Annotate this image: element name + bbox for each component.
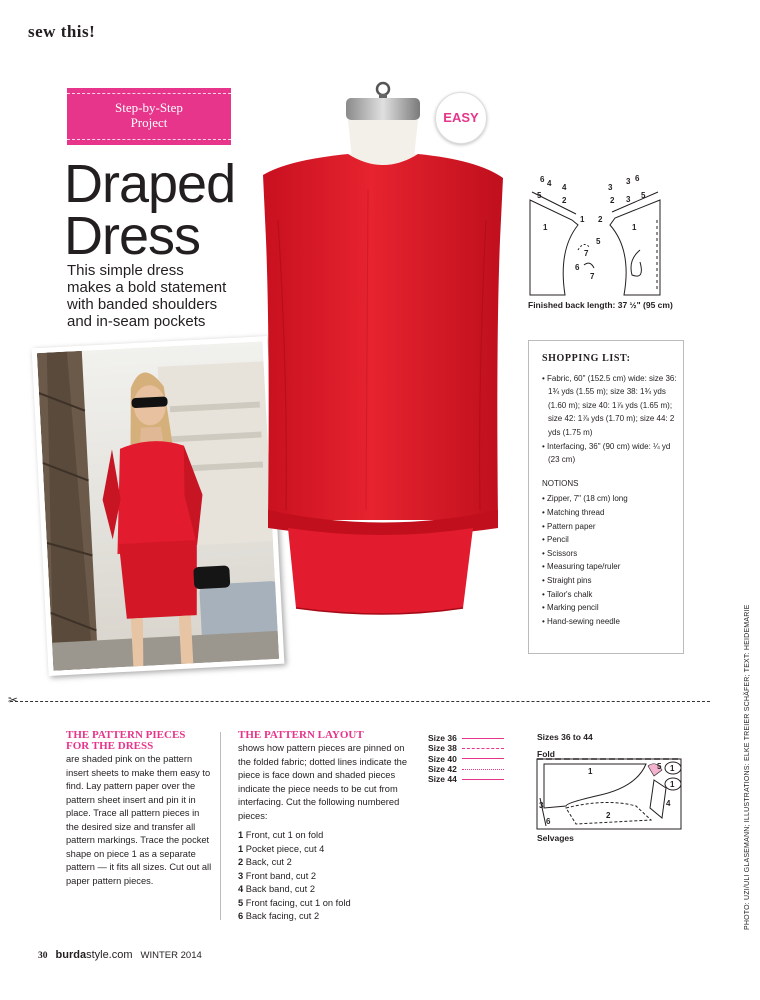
drawing-label: 3 bbox=[626, 177, 631, 186]
pattern-layout-heading: THE PATTERN LAYOUT bbox=[238, 729, 364, 741]
size-key-row bbox=[428, 733, 504, 743]
dress-form-illustration bbox=[248, 80, 518, 620]
layout-label: 1 bbox=[670, 780, 675, 789]
list-item: • Interfacing, 36" (90 cm) wide: ¼ yd (23 cm) bbox=[542, 441, 671, 465]
layout-diagram-title: Sizes 36 to 44 bbox=[537, 732, 593, 742]
size-line bbox=[462, 738, 504, 739]
article-title bbox=[64, 154, 236, 266]
list-item: • Measuring tape/ruler bbox=[542, 562, 621, 572]
layout-label: 5 bbox=[657, 762, 662, 771]
drawing-label: 2 bbox=[562, 196, 567, 205]
badge-line-1: Step-by-Step bbox=[115, 100, 183, 115]
pattern-pieces-heading bbox=[66, 730, 214, 752]
list-item: • Marking pencil bbox=[542, 603, 599, 613]
section-tag: sew this! bbox=[28, 22, 96, 41]
shopping-list-title: SHOPPING LIST: bbox=[542, 353, 631, 364]
model-photo-illustration bbox=[37, 341, 279, 670]
scissors-icon: ✂ bbox=[8, 693, 19, 707]
list-item: • Hand-sewing needle bbox=[542, 616, 620, 626]
size-key bbox=[428, 733, 504, 784]
list-item: 4 Back band, cut 2 bbox=[238, 884, 316, 894]
pattern-pieces-body: are shaded pink on the pattern insert sheets to make them easy to find. Lay pattern paper over the pattern sheet insert and pin it in place. Trace all pattern pieces in the desired size and transfer all pattern markings. Trace the pocket shape on piece 1 as a separate pattern — it fits all sizes. Cut out all paper pattern pieces. bbox=[66, 754, 212, 886]
step-by-step-badge bbox=[67, 88, 231, 145]
badge-top-stitch bbox=[67, 93, 231, 94]
issue-label: WINTER 2014 bbox=[140, 950, 202, 961]
size-key-row bbox=[428, 764, 504, 774]
layout-label: 2 bbox=[606, 811, 611, 820]
drawing-label: 6 bbox=[540, 175, 545, 184]
drawing-label: 3 bbox=[608, 183, 613, 192]
size-key-row bbox=[428, 754, 504, 764]
notions-list bbox=[542, 492, 683, 628]
list-item: 6 Back facing, cut 2 bbox=[238, 911, 320, 921]
badge-line-2: Project bbox=[130, 115, 168, 130]
size-key-row bbox=[428, 774, 504, 784]
shopping-list bbox=[542, 372, 683, 467]
heading-line: THE PATTERN PIECES bbox=[66, 729, 186, 741]
list-item: • Pencil bbox=[542, 535, 569, 545]
size-key-row bbox=[428, 743, 504, 753]
list-item: 1 Pocket piece, cut 4 bbox=[238, 843, 325, 854]
list-item: • Zipper, 7" (18 cm) long bbox=[542, 494, 628, 504]
list-item: 2 Back, cut 2 bbox=[238, 857, 292, 867]
list-item: 1 Front, cut 1 on fold bbox=[238, 830, 324, 840]
pattern-layout-body: shows how pattern pieces are pinned on the folded fabric; dotted lines indicate the piece is face down and shaded pieces indicate the piece needs to be cut from interfacing. Cut the following numbered pieces: bbox=[238, 743, 408, 821]
page-number: 30 bbox=[38, 951, 48, 961]
drawing-label: 2 bbox=[610, 196, 615, 205]
drawing-label: 1 bbox=[632, 223, 637, 232]
drawing-label: 6 bbox=[575, 263, 580, 272]
finished-length: Finished back length: 37 ½" (95 cm) bbox=[528, 300, 673, 310]
size-line bbox=[462, 748, 504, 749]
size-label: Size 36 bbox=[428, 733, 457, 743]
cut-line-divider bbox=[10, 701, 710, 702]
title-line-2: Dress bbox=[64, 206, 201, 266]
column-divider bbox=[220, 732, 221, 920]
list-item: • Fabric, 60" (152.5 cm) wide: size 36: 1¾ yds (1.55 m); size 38: 1¾ yds (1.60 m); size 40: 1⅞ yds (1.65 m); size 42: 1⅞ yds (1.70 m); size 44: 2 yds (1.75 m) bbox=[542, 373, 677, 437]
notions-title: NOTIONS bbox=[542, 478, 579, 488]
subtitle-line: and in-seam pockets bbox=[67, 313, 206, 330]
brand-logo: burdastyle.com bbox=[55, 949, 133, 961]
pattern-pieces-column bbox=[66, 730, 214, 888]
title-line-1: Draped bbox=[64, 154, 236, 214]
subtitle-line: makes a bold statement bbox=[67, 279, 227, 296]
technical-drawing bbox=[520, 170, 670, 298]
size-line bbox=[462, 758, 504, 759]
size-label: Size 44 bbox=[428, 774, 457, 785]
drawing-label: 1 bbox=[543, 223, 548, 232]
size-label: Size 38 bbox=[428, 743, 457, 754]
pattern-layout-column bbox=[238, 730, 416, 924]
drawing-label: 5 bbox=[537, 191, 542, 200]
pattern-piece-list bbox=[238, 829, 416, 924]
layout-label: 1 bbox=[670, 764, 675, 773]
selvages-label: Selvages bbox=[537, 833, 574, 843]
list-item: • Tailor's chalk bbox=[542, 589, 593, 599]
list-item: • Matching thread bbox=[542, 507, 605, 517]
list-item: 3 Front band, cut 2 bbox=[238, 870, 317, 881]
drawing-label: 5 bbox=[641, 191, 646, 200]
drawing-label: 1 bbox=[580, 215, 585, 224]
layout-label: 1 bbox=[588, 767, 593, 776]
heading-line: FOR THE DRESS bbox=[66, 740, 154, 752]
layout-label: 3 bbox=[539, 801, 544, 810]
difficulty-badge: EASY bbox=[435, 92, 487, 144]
subtitle-line: This simple dress bbox=[67, 262, 184, 279]
drawing-label: 5 bbox=[596, 237, 601, 246]
list-item: • Scissors bbox=[542, 548, 578, 558]
drawing-label: 4 bbox=[547, 179, 552, 188]
list-item: 5 Front facing, cut 1 on fold bbox=[238, 897, 351, 908]
subtitle-line: with banded shoulders bbox=[67, 296, 218, 313]
size-label: Size 42 bbox=[428, 763, 457, 774]
page-footer bbox=[38, 949, 202, 961]
layout-label: 6 bbox=[546, 817, 551, 826]
size-label: Size 40 bbox=[428, 753, 457, 764]
fold-label: Fold bbox=[537, 749, 555, 759]
drawing-label: 4 bbox=[562, 183, 567, 192]
drawing-label: 3 bbox=[626, 195, 631, 204]
drawing-label: 7 bbox=[590, 272, 595, 281]
badge-bottom-stitch bbox=[67, 139, 231, 140]
layout-diagram bbox=[536, 758, 686, 830]
list-item: • Pattern paper bbox=[542, 521, 596, 531]
drawing-label: 7 bbox=[584, 249, 589, 258]
drawing-label: 2 bbox=[598, 215, 603, 224]
model-photo bbox=[32, 336, 285, 676]
layout-label: 4 bbox=[666, 799, 671, 808]
photo-credit: PHOTO: UZI/ULI GLASEMANN; ILLUSTRATIONS: ELKE TREIER SCHÄFER; TEXT: HEIDEMARIE bbox=[744, 604, 751, 930]
shopping-list-box bbox=[528, 340, 684, 654]
list-item: • Straight pins bbox=[542, 575, 592, 585]
size-line bbox=[462, 769, 504, 770]
article-subtitle bbox=[67, 262, 267, 330]
draped-dress-image bbox=[248, 80, 518, 620]
drawing-label: 6 bbox=[635, 174, 640, 183]
size-line bbox=[462, 779, 504, 780]
